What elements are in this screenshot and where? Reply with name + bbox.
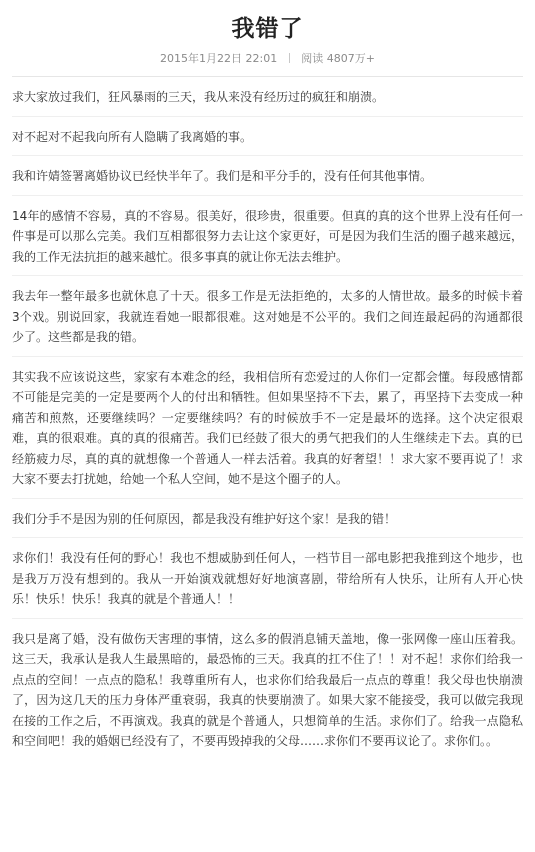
publish-date: 2015年1月22日 22:01: [160, 52, 278, 65]
paragraph-9: 我只是离了婚，没有做伤天害理的事情，这么多的假消息铺天盖地，像一张网像一座山压着我。这三天，我承认是我人生最黑暗的，最恐怖的三天。我真的扛不住了！！对不起！求你们给我一点点的空间！一点点的隐私！我尊重所有人，也求你们给我最后一点点的尊重！我父母也快崩溃了，因为这几天的压力身体严重衰弱，我真的快要崩溃了。如果大家不能接受，我可以做完我现在接的工作之后，不再演戏。我真的就是个普通人，只想简单的生活。求你们了。给我一点隐私和空间吧！我的婚姻已经没有了，不要再毁掉我的父母……求你们不要再议论了。求你们。。: [12, 631, 523, 748]
paragraph-4: 14年的感情不容易，真的不容易。很美好，很珍贵，很重要。但真的真的这个世界上没有任何一件事是可以那么完美。我们互相都很努力去让这个家更好，可是因为我们生活的圈子越来越远，我的工作无法抗拒的越来越忙。很多事真的就让你无法去维护。: [12, 208, 523, 264]
paragraph-divider: [12, 356, 523, 357]
header-divider: [12, 76, 523, 77]
paragraph-1: 求大家放过我们，狂风暴雨的三天，我从来没有经历过的疯狂和崩溃。: [12, 90, 385, 104]
paragraph-divider: [12, 537, 523, 538]
paragraph-6: 其实我不应该说这些，家家有本难念的经，我相信所有恋爱过的人你们一定都会懂。每段感情都不可能是完美的一定是要两个人的付出和牺牲。但如果坚持不下去，累了，再坚持下去变成一种痛苦和煎熬，还要继续吗？一定要继续吗？有的时候放手不一定是最坏的选择。这个决定很艰难，真的很艰难。真的真的很痛苦。我们已经鼓了很大的勇气把我们的人生继续走下去。真的已经筋疲力尽，真的真的就想像一个普通人一样去活着。我真的好奢望！！求大家不要再说了！求大家不要去打扰她，给她一个私人空间，她不是这个圈子的人。: [12, 369, 523, 486]
paragraph-divider: [12, 195, 523, 196]
meta-divider: [289, 53, 290, 63]
paragraph-divider: [12, 498, 523, 499]
paragraph-3: 我和许婧签署离婚协议已经快半年了。我们是和平分手的，没有任何其他事情。: [12, 169, 433, 183]
paragraph-divider: [12, 116, 523, 117]
paragraph-7: 我们分手不是因为别的任何原因，都是我没有维护好这个家！是我的错！: [12, 511, 397, 526]
article-title: 我错了: [231, 16, 304, 42]
paragraph-5: 我去年一整年最多也就休息了十天。很多工作是无法拒绝的，太多的人情世故。最多的时候卡着3个戏。别说回家，我就连看她一眼都很难。这对她是不公平的。我们之间连最起码的沟通都很少了。这些都是我的错。: [12, 289, 523, 344]
paragraph-divider: [12, 275, 523, 276]
paragraph-divider: [12, 155, 523, 156]
read-count: 阅读 4807万+: [301, 52, 375, 65]
paragraph-divider: [12, 618, 523, 619]
paragraph-2: 对不起对不起我向所有人隐瞒了我离婚的事。: [12, 129, 253, 144]
article-body: [12, 87, 523, 752]
article-meta: [12, 50, 523, 68]
paragraph-8: 求你们！我没有任何的野心！我也不想威胁到任何人，一档节目一部电影把我推到这个地步，也是我万万没有想到的。我从一开始演戏就想好好地演喜剧，带给所有人快乐，让所有人开心快乐！快乐！快乐！我真的就是个普通人！！: [12, 551, 523, 606]
